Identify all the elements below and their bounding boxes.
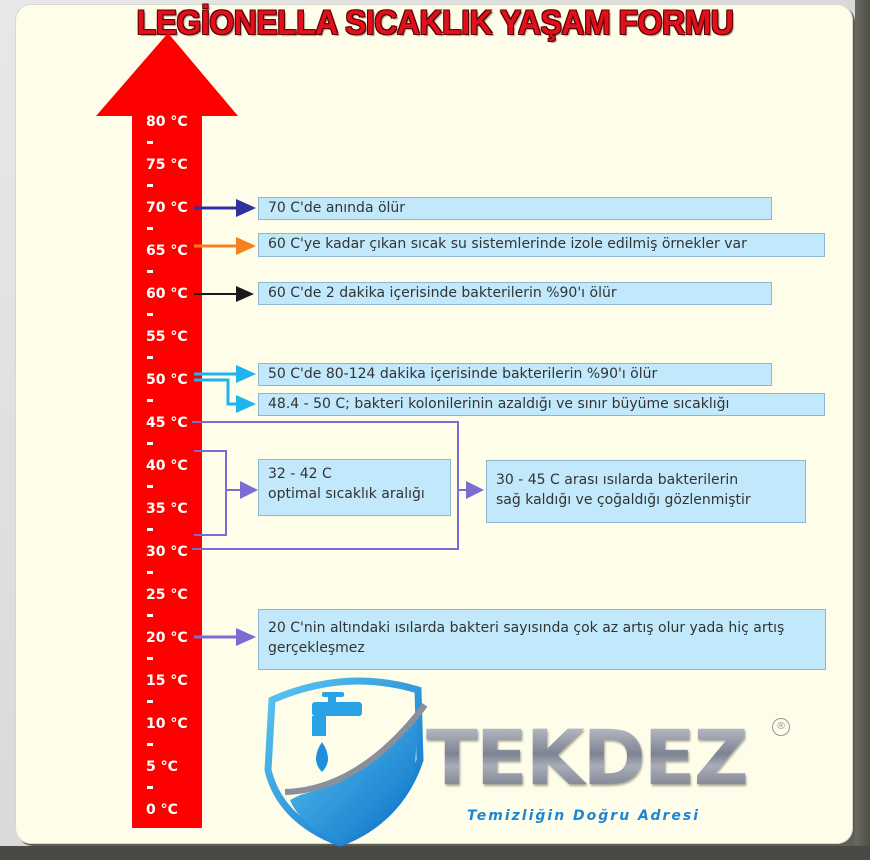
scale-tick-80: 80 °C xyxy=(146,114,188,130)
optimal-range-line2: optimal sıcaklık aralığı xyxy=(268,486,425,502)
scale-tick-30: 30 °C xyxy=(146,544,188,560)
scale-tick-0: 0 °C xyxy=(146,802,178,818)
brand-tagline: Temizliğin Doğru Adresi xyxy=(467,808,700,824)
annotation-box-50a: 50 C'de 80-124 dakika içerisinde bakterilerin %90'ı ölür xyxy=(258,363,772,386)
annotation-box-65: 60 C'ye kadar çıkan sıcak su sistemlerinde izole edilmiş örnekler var xyxy=(258,233,825,257)
scale-tick-75: 75 °C xyxy=(146,157,188,173)
annotation-box-70: 70 C'de anında ölür xyxy=(258,197,772,220)
scale-tick-70: 70 °C xyxy=(146,200,188,216)
scale-tick-50: 50 °C xyxy=(146,372,188,388)
annotation-box-50b: 48.4 - 50 C; bakteri kolonilerinin azaldığı ve sınır büyüme sıcaklığı xyxy=(258,393,825,416)
scale-tick-10: 10 °C xyxy=(146,716,188,732)
scale-tick-20: 20 °C xyxy=(146,630,188,646)
optimal-range-line1: 32 - 42 C xyxy=(268,466,332,482)
page-title: LEGİONELLA SICAKLIK YAŞAM FORMU xyxy=(136,2,734,42)
scale-tick-60: 60 °C xyxy=(146,286,188,302)
scale-tick-15: 15 °C xyxy=(146,673,188,689)
registered-mark: ® xyxy=(772,718,790,736)
annotation-box-60: 60 C'de 2 dakika içerisinde bakterilerin %90'ı ölür xyxy=(258,282,772,305)
annotation-box-20: 20 C'nin altındaki ısılarda bakteri sayısında çok az artış olur yada hiç artış gerçekleşmez xyxy=(258,609,826,670)
brand-name: TEKDEZ xyxy=(426,713,747,802)
scale-tick-25: 25 °C xyxy=(146,587,188,603)
scale-tick-55: 55 °C xyxy=(146,329,188,345)
scale-tick-65: 65 °C xyxy=(146,243,188,259)
survival-range-line1: 30 - 45 C arası ısılarda bakterilerin xyxy=(496,472,739,488)
scale-tick-35: 35 °C xyxy=(146,501,188,517)
scale-tick-45: 45 °C xyxy=(146,415,188,431)
scale-tick-5: 5 °C xyxy=(146,759,178,775)
survival-range-line2: sağ kaldığı ve çoğaldığı gözlenmiştir xyxy=(496,492,751,508)
scale-tick-40: 40 °C xyxy=(146,458,188,474)
